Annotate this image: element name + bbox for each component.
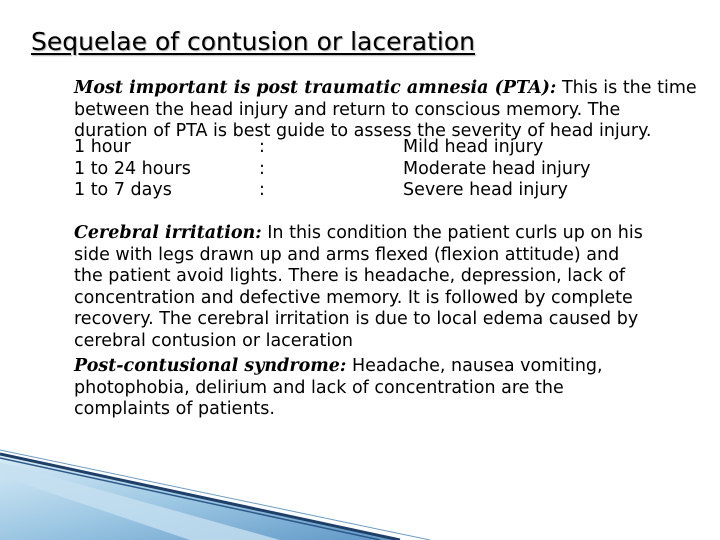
post-contusional-text-line: photophobia, delirium and lack of concentration are the [74,377,564,398]
duration-cell: 1 to 24 hours [74,158,191,179]
pta-text-line: This is the time [556,78,697,98]
post-contusional-text-line: complaints of patients. [74,399,275,419]
irritation-text-line: the patient avoid lights. There is headache, depression, lack of [74,266,626,286]
irritation-text-line: recovery. The cerebral irritation is due to local edema caused by [74,309,639,329]
duration-cell: 1 to 7 days [74,180,172,200]
separator-cell: : [259,137,265,157]
cerebral-irritation-paragraph [74,223,643,352]
irritation-text-line: concentration and defective memory. It is followed by complete [74,287,633,308]
pta-lead: Most important is post traumatic amnesia (PTA): [74,78,557,98]
irritation-text-line: In this condition the patient curls up on his [261,223,643,243]
irritation-text-line: cerebral contusion or laceration [74,330,354,351]
duration-cell: 1 hour [74,137,131,157]
post-contusional-text-line: Headache, nausea vomiting, [346,356,603,376]
slide-title: Sequelae of contusion or laceration [31,27,475,56]
severity-cell: Moderate head injury [403,158,591,179]
separator-cell: : [259,180,265,200]
separator-cell: : [259,158,265,179]
irritation-text-line: side with legs drawn up and arms flexed (flexion attitude) and [74,244,620,265]
irritation-lead: Cerebral irritation: [74,223,262,243]
pta-paragraph [74,78,697,143]
pta-text-line: duration of PTA is best guide to assess the severity of head injury. [74,121,652,141]
post-contusional-paragraph [74,356,603,421]
post-contusional-lead: Post-contusional syndrome: [74,356,347,376]
decorative-wave-graphic [0,440,720,540]
severity-cell: Severe head injury [403,180,568,200]
pta-text-line: between the head injury and return to conscious memory. The [74,99,621,120]
severity-cell: Mild head injury [403,137,544,157]
